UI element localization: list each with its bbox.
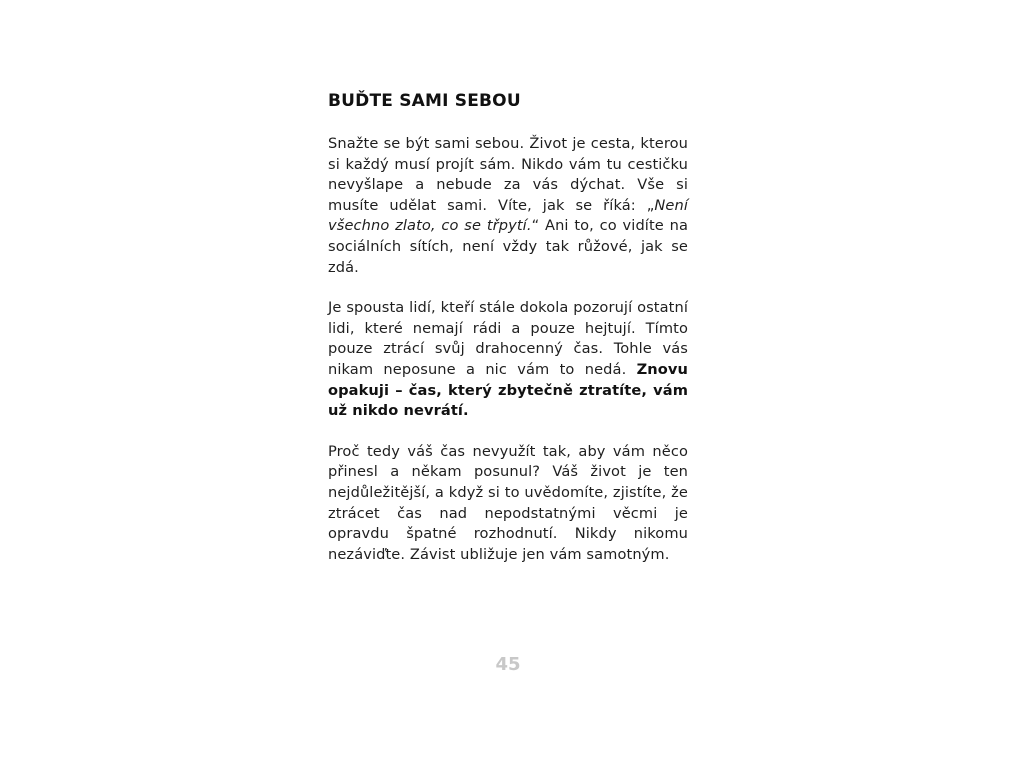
paragraph-1 [328, 134, 688, 278]
paragraph-1-quote: Není všechno zlato, co se třpytí. [328, 196, 688, 235]
paragraph-2-emphasis: Znovu opakuji – čas, který zbytečně ztratíte, vám už nikdo nevrátí. [328, 360, 688, 420]
page-number: 45 [495, 654, 521, 675]
paragraph-2 [328, 298, 688, 422]
paragraph-1-text-before: Snažte se být sami sebou. Život je cesta, kterou si každý musí projít sám. Nikdo vám tu cestičku nevyšlape a nebude za vás dýchat. Vše si musíte udělat sami. Víte, jak se říká: „ [328, 135, 688, 214]
paragraph-3 [328, 442, 688, 566]
paragraph-3-text: Proč tedy váš čas nevyužít tak, aby vám něco přinesl a někam posunul? Váš život je ten nejdůležitější, a když si to uvědomíte, zjistíte, že ztrácet čas nad nepodstatnými věcmi je opravdu špatné rozhodnutí. Nikdy nikomu nezáviďte. Závist ubližuje jen vám samotným. [328, 442, 688, 563]
text-column [328, 88, 688, 585]
paragraph-2-text: Je spousta lidí, kteří stále dokola pozorují ostatní lidi, které nemají rádi a pouze hejtují. Tímto pouze ztrácí svůj drahocenný čas. Tohle vás nikam neposune a nic vám to nedá. [328, 299, 688, 378]
chapter-heading: BUĎTE SAMI SEBOU [328, 91, 521, 111]
paragraph-1-text-after: “ Ani to, co vidíte na sociálních sítích, není vždy tak růžové, jak se zdá. [328, 217, 688, 276]
